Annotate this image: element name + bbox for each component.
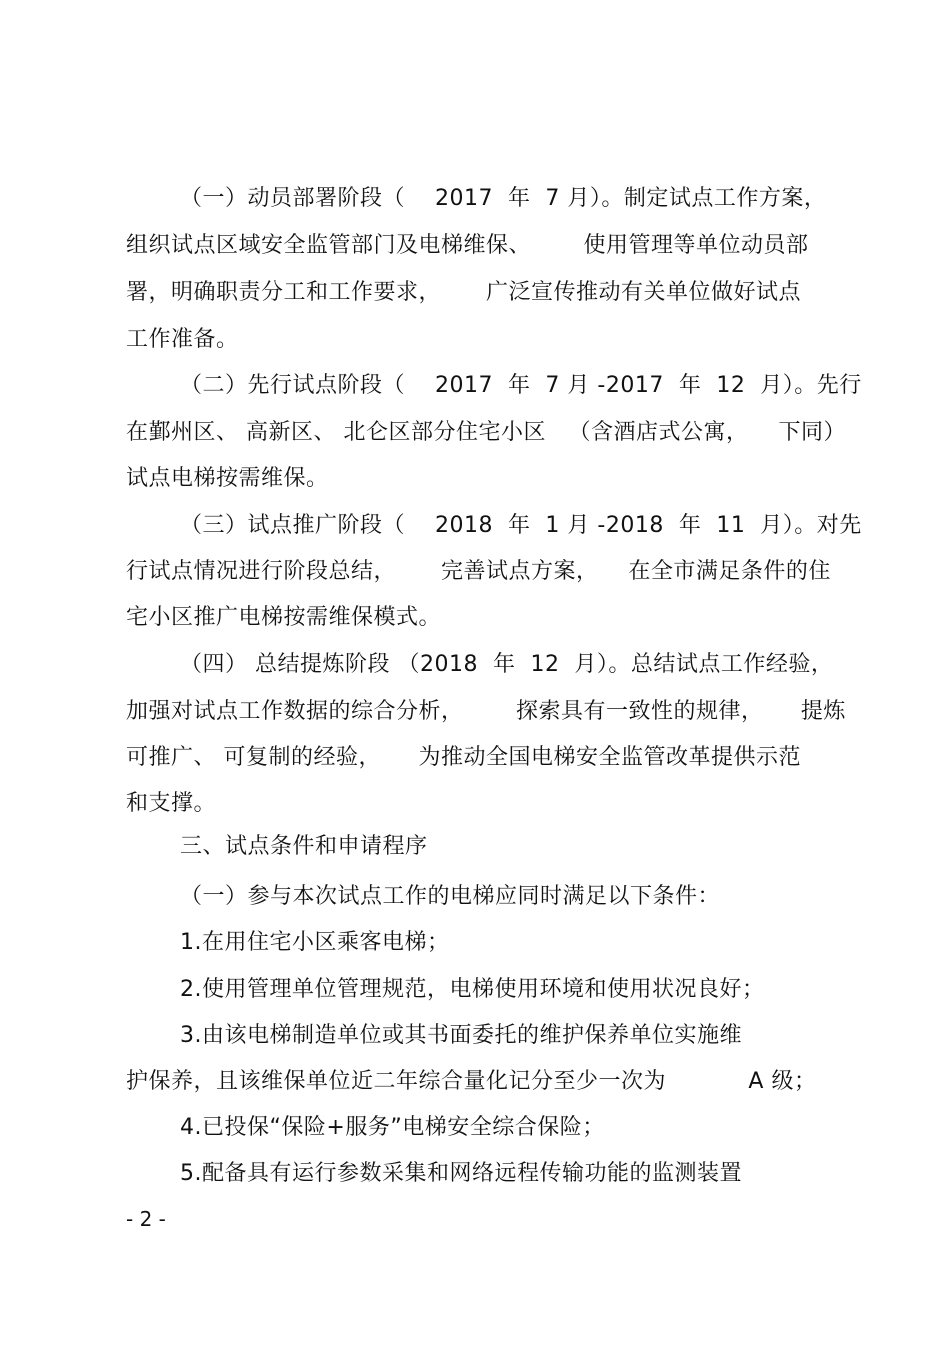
text-line-4: 工作准备。 (126, 327, 239, 352)
text-line-14: 和支撑。 (126, 791, 217, 816)
text-line-8: （三）试点推广阶段（ 2018 年 1 月 -2018 年 11 月）。对先 (180, 513, 862, 538)
section-heading: 三、试点条件和申请程序 (180, 834, 428, 859)
text-line-3: 署，明确职责分工和工作要求， 广泛宣传推动有关单位做好试点 (126, 280, 801, 305)
text-line-17: 1.在用住宅小区乘客电梯； (180, 930, 450, 955)
text-line-19: 3.由该电梯制造单位或其书面委托的维护保养单位实施维 (180, 1023, 742, 1048)
text-line-18: 2.使用管理单位管理规范，电梯使用环境和使用状况良好； (180, 977, 765, 1002)
text-line-22: 5.配备具有运行参数采集和网络远程传输功能的监测装置 (180, 1161, 742, 1186)
text-line-12: 加强对试点工作数据的综合分析， 探索具有一致性的规律， 提炼 (126, 699, 846, 724)
text-line-2: 组织试点区域安全监管部门及电梯维保、 使用管理等单位动员部 (126, 233, 809, 258)
text-line-13: 可推广、 可复制的经验， 为推动全国电梯安全监管改革提供示范 (126, 745, 801, 770)
text-line-16: （一）参与本次试点工作的电梯应同时满足以下条件： (180, 884, 721, 909)
page-number: - 2 - (126, 1207, 166, 1231)
text-line-1: （一）动员部署阶段（ 2017 年 7 月）。制定试点工作方案， (180, 186, 827, 211)
text-line-10: 宅小区推广电梯按需维保模式。 (126, 605, 442, 630)
text-line-11: （四） 总结提炼阶段 （2018 年 12 月）。总结试点工作经验， (180, 652, 834, 677)
text-line-21: 4.已投保“保险+服务”电梯安全综合保险； (180, 1115, 605, 1140)
text-line-6: 在鄞州区、 高新区、 北仑区部分住宅小区 （含酒店式公寓， 下同） (126, 420, 846, 445)
text-line-5: （二）先行试点阶段（ 2017 年 7 月 -2017 年 12 月）。先行 (180, 373, 862, 398)
text-line-9: 行试点情况进行阶段总结， 完善试点方案， 在全市满足条件的住 (126, 559, 831, 584)
text-line-20: 护保养，且该维保单位近二年综合量化记分至少一次为 A 级； (126, 1069, 817, 1094)
text-line-7: 试点电梯按需维保。 (126, 466, 329, 491)
